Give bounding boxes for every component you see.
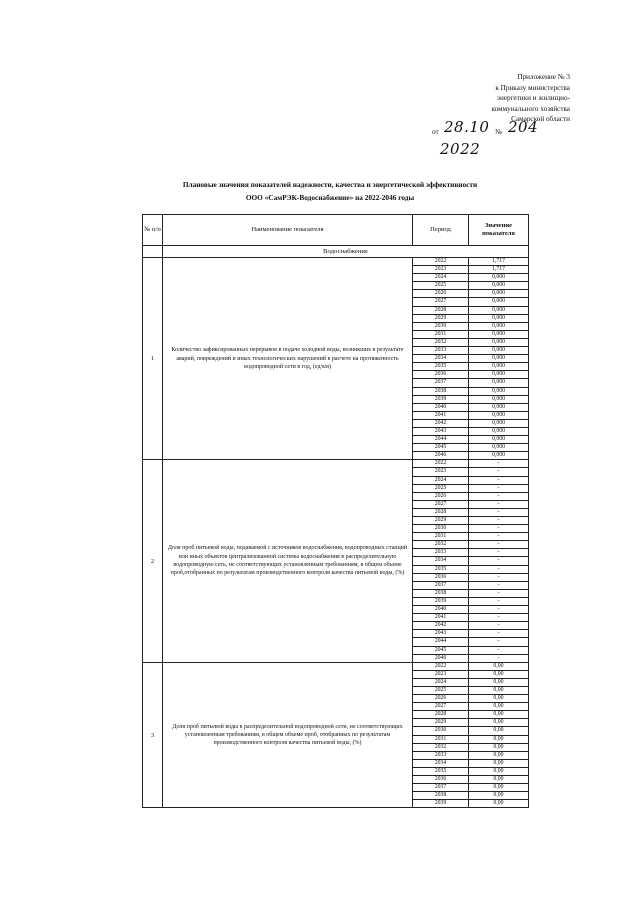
value-cell: - [469,557,529,565]
period-cell: 2037 [413,784,469,792]
period-cell: 2030 [413,322,469,330]
period-cell: 2028 [413,306,469,314]
row-number: 2 [143,460,163,662]
value-cell: - [469,589,529,597]
table-row [143,662,529,670]
value-cell: - [469,581,529,589]
period-cell: 2023 [413,670,469,678]
period-cell: 2036 [413,371,469,379]
value-cell: 0,00 [469,735,529,743]
period-cell: 2031 [413,330,469,338]
period-cell: 2038 [413,589,469,597]
period-cell: 2028 [413,508,469,516]
period-cell: 2029 [413,314,469,322]
period-cell: 2034 [413,355,469,363]
value-cell: - [469,597,529,605]
value-cell: 0,000 [469,330,529,338]
handwritten-date: 28.10 [444,118,490,136]
value-cell: - [469,533,529,541]
value-cell: 0,00 [469,743,529,751]
period-cell: 2033 [413,347,469,355]
handwritten-number: 204 [508,118,539,136]
period-cell: 2037 [413,379,469,387]
period-cell: 2027 [413,298,469,306]
appendix-line-4: коммунального хозяйства [491,104,570,113]
period-cell: 2032 [413,338,469,346]
value-cell: - [469,468,529,476]
value-cell: 0,000 [469,314,529,322]
indicators-table [142,214,529,808]
value-cell: 0,000 [469,338,529,346]
period-cell: 2024 [413,678,469,686]
period-cell: 2029 [413,517,469,525]
value-cell: - [469,476,529,484]
table-row [143,460,529,468]
value-cell: 0,000 [469,444,529,452]
value-cell: - [469,500,529,508]
section-row [143,246,529,258]
appendix-line-5: Самарской области [511,115,570,123]
document-title [140,178,520,204]
period-cell: 2038 [413,387,469,395]
value-cell: 0,00 [469,670,529,678]
period-cell: 2042 [413,622,469,630]
number-prefix: № [495,128,502,136]
value-cell: - [469,484,529,492]
value-cell: 0,00 [469,686,529,694]
value-cell: - [469,622,529,630]
value-cell: - [469,565,529,573]
period-cell: 2031 [413,533,469,541]
period-cell: 2024 [413,274,469,282]
period-cell: 2023 [413,468,469,476]
value-cell: - [469,517,529,525]
period-cell: 2022 [413,258,469,266]
col-header-num: № п/п [143,215,163,246]
value-cell: 0,000 [469,395,529,403]
period-cell: 2024 [413,476,469,484]
period-cell: 2031 [413,735,469,743]
indicator-name: Количество зафиксированных перерывов в подаче холодной воды, возникших в результате аварий, повреждений и иных технологических нарушений в расчете на протяженность водопроводной сети в год, (ед/км) [163,258,413,460]
value-cell: 0,00 [469,776,529,784]
period-cell: 2039 [413,395,469,403]
value-cell: 0,000 [469,452,529,460]
period-cell: 2034 [413,557,469,565]
period-cell: 2030 [413,727,469,735]
period-cell: 2025 [413,282,469,290]
value-cell: 0,00 [469,727,529,735]
value-cell: 0,000 [469,387,529,395]
value-cell: 0,000 [469,371,529,379]
period-cell: 2035 [413,565,469,573]
period-cell: 2045 [413,646,469,654]
col-header-name: Наименование показателя [163,215,413,246]
indicator-name: Доля проб питьевой воды в распределительной водопроводной сети, не соответствующих установленным требованиям, в общем объеме проб, отобранных по результатам производственного контроля качества питьевой воды, (%) [163,662,413,808]
period-cell: 2033 [413,751,469,759]
table-header-row [143,215,529,246]
value-cell: 0,000 [469,322,529,330]
value-cell: - [469,460,529,468]
value-cell: 0,00 [469,767,529,775]
period-cell: 2045 [413,444,469,452]
appendix-line-1: Приложение № 3 [517,73,570,81]
date-prefix: от [432,128,439,136]
period-cell: 2032 [413,541,469,549]
section-title: Водоснабжение [163,246,529,258]
value-cell: 0,000 [469,347,529,355]
value-cell: 0,000 [469,290,529,298]
value-cell: 0,00 [469,784,529,792]
period-cell: 2038 [413,792,469,800]
table-row [143,258,529,266]
value-cell: 0,00 [469,711,529,719]
period-cell: 2036 [413,776,469,784]
value-cell: - [469,549,529,557]
value-cell: 0,000 [469,379,529,387]
row-number: 1 [143,258,163,460]
value-cell: 1,717 [469,258,529,266]
value-cell: 0,000 [469,355,529,363]
value-cell: - [469,654,529,662]
col-header-period: Период [413,215,469,246]
value-cell: - [469,630,529,638]
period-cell: 2025 [413,484,469,492]
period-cell: 2033 [413,549,469,557]
period-cell: 2046 [413,654,469,662]
value-cell: 0,000 [469,298,529,306]
period-cell: 2036 [413,573,469,581]
handwritten-year: 2022 [440,140,481,158]
period-cell: 2032 [413,743,469,751]
period-cell: 2023 [413,266,469,274]
value-cell: 0,00 [469,759,529,767]
period-cell: 2026 [413,492,469,500]
period-cell: 2026 [413,695,469,703]
value-cell: - [469,492,529,500]
period-cell: 2041 [413,614,469,622]
period-cell: 2040 [413,403,469,411]
value-cell: 0,00 [469,719,529,727]
value-cell: 0,000 [469,274,529,282]
period-cell: 2034 [413,759,469,767]
value-cell: 0,00 [469,703,529,711]
period-cell: 2039 [413,597,469,605]
period-cell: 2028 [413,711,469,719]
period-cell: 2027 [413,500,469,508]
period-cell: 2040 [413,606,469,614]
period-cell: 2035 [413,767,469,775]
period-cell: 2037 [413,581,469,589]
value-cell: - [469,606,529,614]
appendix-block [430,72,570,125]
value-cell: 0,00 [469,695,529,703]
value-cell: 0,000 [469,306,529,314]
value-cell: 1,717 [469,266,529,274]
value-cell: - [469,646,529,654]
value-cell: 0,000 [469,363,529,371]
value-cell: - [469,508,529,516]
period-cell: 2030 [413,525,469,533]
period-cell: 2046 [413,452,469,460]
period-cell: 2022 [413,460,469,468]
value-cell: - [469,638,529,646]
value-cell: 0,00 [469,792,529,800]
period-cell: 2043 [413,630,469,638]
value-cell: 0,00 [469,800,529,808]
row-number: 3 [143,662,163,808]
period-cell: 2039 [413,800,469,808]
period-cell: 2027 [413,703,469,711]
value-cell: 0,00 [469,662,529,670]
period-cell: 2026 [413,290,469,298]
period-cell: 2044 [413,436,469,444]
period-cell: 2042 [413,419,469,427]
period-cell: 2022 [413,662,469,670]
value-cell: - [469,541,529,549]
value-cell: 0,000 [469,282,529,290]
value-cell: - [469,573,529,581]
value-cell: 0,000 [469,411,529,419]
appendix-line-2: к Приказу министерства [495,83,570,92]
value-cell: 0,00 [469,678,529,686]
value-cell: - [469,525,529,533]
period-cell: 2043 [413,427,469,435]
value-cell: - [469,614,529,622]
col-header-value: Значение показателя [469,215,529,246]
title-line-1: Плановые значения показателей надежности, качества и энергетической эффективности [182,180,478,189]
value-cell: 0,000 [469,419,529,427]
appendix-line-3: энергетики и жилищно- [496,94,570,102]
title-line-2: ООО «СамРЭК-Водоснабжение» на 2022-2046 годы [245,193,415,202]
value-cell: 0,000 [469,427,529,435]
value-cell: 0,00 [469,751,529,759]
period-cell: 2025 [413,686,469,694]
indicator-name: Доля проб питьевой воды, подаваемой с источников водоснабжения, водопроводных станций или иных объектов централизованной системы водоснабжения в распределительную водопроводную сеть, не соответствующих установленным требованиям, в общем объеме проб,отобранных по результатам производственного контроля качества питьевой воды, (%) [163,460,413,662]
period-cell: 2029 [413,719,469,727]
value-cell: 0,000 [469,403,529,411]
period-cell: 2041 [413,411,469,419]
period-cell: 2035 [413,363,469,371]
period-cell: 2044 [413,638,469,646]
value-cell: 0,000 [469,436,529,444]
